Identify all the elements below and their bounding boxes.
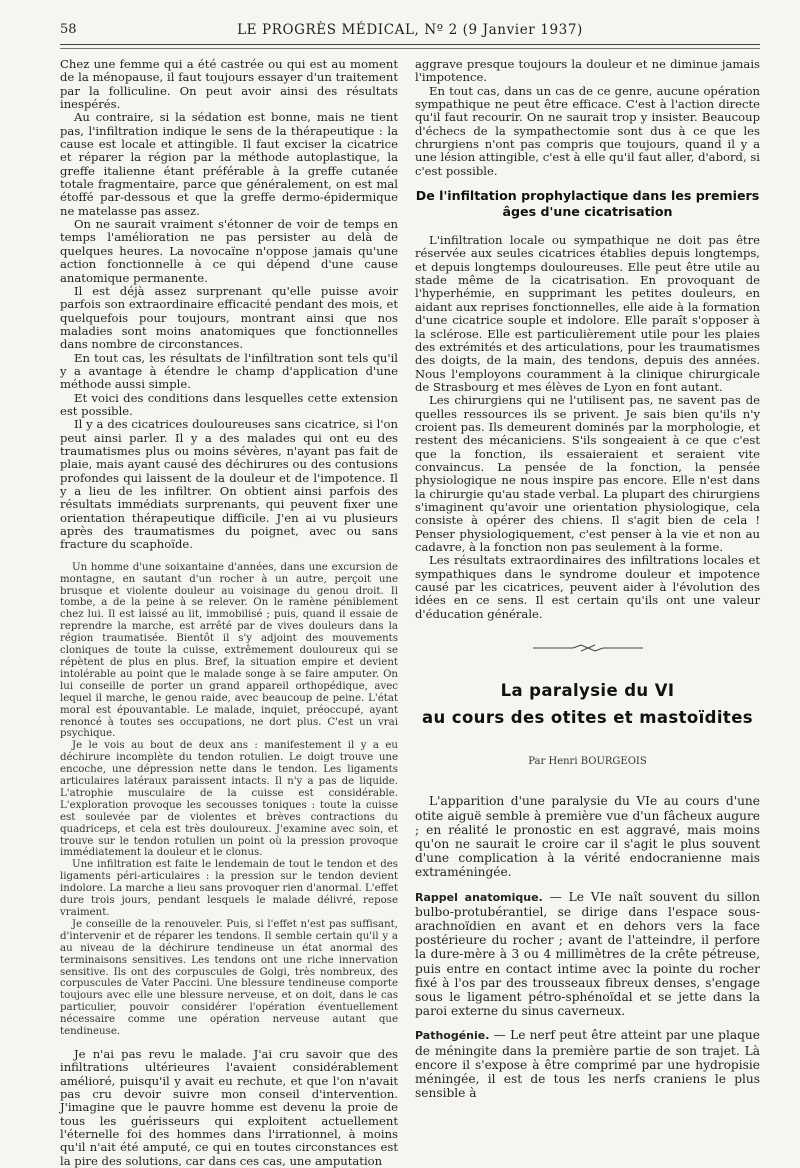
pathogenie-text: — Le nerf peut être atteint par une plaque de méningite dans la première partie de son trajet. Là encore il s'expose à être comprimé par une hydropisie méningée, il est de tous les nerfs craniens le plus sensible à bbox=[415, 1028, 760, 1101]
rappel-paragraph bbox=[415, 890, 760, 1019]
paragraph: aggrave presque toujours la douleur et ne diminue jamais l'impotence. bbox=[415, 57, 760, 85]
case-paragraph: Un homme d'une soixantaine d'années, dans une excursion de montagne, en sautant d'un rocher à un autre, perçoit une brusque et violente douleur au voisinage du genou droit. Il tombe, a de la peine à se relever. On le ramène péniblement chez lui. Il est laissé au lit, immobilisé ; puis, quand il essaie de reprendre la marche, est arrêté par de vives douleurs dans la région traumatisée. Bientôt il s'y adjoint des mouvements cloniques de toute la cuisse, extrêmement douloureux qui se répètent de plus en plus. Bref, la situation empire et devient intolérable au point que le malade songe à se faire amputer. On lui conseille de porter un grand appareil orthopédique, avec lequel il marche, le genou raide, avec beaucoup de peine. L'état moral est épouvantable. Le malade, inquiet, préoccupé, ayant renoncé à toutes ses occupations, ne dort plus. C'est un vrai psychique. bbox=[60, 561, 398, 740]
spacer bbox=[60, 552, 398, 562]
rappel-label: Rappel anatomique. bbox=[415, 890, 543, 904]
section-heading: De l'infiltation prophylactique dans les premiers âges d'une cicatrisation bbox=[415, 188, 760, 220]
article-title-line2: au cours des otites et mastoïdites bbox=[421, 708, 754, 728]
case-paragraph: Je le vois au bout de deux ans : manifestement il y a eu déchirure incomplète du tendon rotulien. Le doigt trouve une encoche, une dépression nette dans le tendon. Les ligaments articulaires latéraux paraissent intacts. Il n'y a pas de liquide. L'atrophie musculaire de la cuisse est considérable. L'exploration provoque les secousses toniques : toute la cuisse est soulevée par de violentes et brèves contractions du quadriceps, et cela est très douloureux. J'examine avec soin, et trouve sur le tendon rotulien un point où la pression provoque immédiatement la douleur et le clonus. bbox=[60, 740, 398, 859]
flourish-icon bbox=[533, 643, 643, 653]
header-rule-thin bbox=[60, 48, 760, 49]
paragraph: On ne saurait vraiment s'étonner de voir de temps en temps l'amélioration ne pas persister au delà de quelques heures. La novocaïne n'oppose jamais qu'une action fonctionnelle à ce qui dépend d'une cause anatomique permanente. bbox=[60, 217, 398, 285]
ornament-divider bbox=[415, 643, 760, 653]
pathogenie-label: Pathogénie. bbox=[415, 1029, 490, 1043]
paragraph: Les résultats extraordinaires des infiltrations locales et sympathiques dans le syndrome douleur et impotence causé par les cicatrices, peuvent aider à l'évolution des idées en ce sens. Il est certain qu'ils ont une valeur d'éducation générale. bbox=[415, 553, 760, 621]
paragraph: En tout cas, dans un cas de ce genre, aucune opération sympathique ne peut être efficace. C'est à l'action directe qu'il faut recourir. On ne saurait trop y insister. Beaucoup d'échecs de la sympathectomie sont dus à ce que les chrurgiens n'ont pas compris que toujours, quand il y a une lésion attingible, c'est à elle qu'il faut aller, d'abord, si c'est possible. bbox=[415, 83, 760, 178]
case-report bbox=[60, 562, 398, 1038]
rappel-text: — Le VIe naît souvent du sillon bulbo-protubérantiel, se dirige dans l'espace sous-arachnoïdien en avant et en dehors vers la face postérieure du rocher ; avant de l'atteindre, il perfore la dure-mère à 3 ou 4 millimètres de la crête pétreuse, puis entre en contact intime avec la pointe du rocher fixé à l'os par des trousseaux fibreux denses, s'engage sous le ligament pétro-sphénoïdal et se jette dans la paroi externe du sinus caverneux. bbox=[415, 889, 760, 1019]
paragraph: En tout cas, les résultats de l'infiltration sont tels qu'il y a avantage à étendre le champ d'application d'une méthode aussi simple. bbox=[60, 350, 398, 392]
paragraph: Et voici des conditions dans lesquelles cette extension est possible. bbox=[60, 390, 398, 418]
paragraph: L'apparition d'une paralysie du VIe au cours d'une otite aiguë semble à première vue d'un fâcheux augure ; en réalité le pronostic en est aggravé, mais moins qu'on ne saurait le croire car il s'agit le plus souvent d'une complication à la vérité endocranienne mais extraméningée. bbox=[415, 794, 760, 880]
spacer bbox=[415, 880, 760, 890]
paragraph: Les chirurgiens qui ne l'utilisent pas, ne savent pas de quelles ressources ils se privent. Je sais bien qu'ils n'y croient pas. Ils demeurent dominés par la morphologie, et restent des mécaniciens. S'ils songeaient à ce que c'est que la fonction, ils essaieraient et seraient vite convaincus. La pensée de la fonction, la pensée physiologique ne nous inspire pas encore. Elle n'est dans la chirurgie qu'au stade verbal. La plupart des chirurgiens s'imaginent qu'avoir une orientation physiologique, cela consiste à opérer des chiens. Il s'agit bien de cela ! Penser physiologiquement, c'est penser à la vie et non au cadavre, à la fonction non pas seulement à la forme. bbox=[415, 393, 760, 554]
article-body bbox=[415, 794, 760, 1100]
paragraph: Chez une femme qui a été castrée ou qui est au moment de la ménopause, il faut toujours essayer d'un traitement par la folliculine. On peut avoir ainsi des résultats inespérés. bbox=[60, 57, 398, 112]
article-title-line1: La paralysie du VI bbox=[500, 681, 675, 701]
pathogenie-paragraph bbox=[415, 1028, 760, 1100]
running-title: LE PROGRÈS MÉDICAL, Nº 2 (9 Janvier 1937) bbox=[237, 22, 583, 38]
page-number: 58 bbox=[60, 22, 77, 37]
paragraph: Je n'ai pas revu le malade. J'ai cru savoir que des infiltrations ultérieures l'avaient considérablement amélioré, puisqu'il y avait eu rechute, et que l'on n'avait pas cru devoir suivre mon conseil d'intervention. J'imagine que le pauvre homme est devenu la proie de tous les guérisseurs qui exploitent actuellement l'éternelle foi des hommes dans l'irrationnel, à moins qu'il n'ait été amputé, ce qui en toutes circonstances est la pire des solutions, car dans ces cas, une amputation bbox=[60, 1046, 398, 1168]
byline: Par Henri BOURGEOIS bbox=[528, 756, 647, 768]
article-title bbox=[415, 677, 760, 731]
header-rule bbox=[60, 44, 760, 45]
paragraph: L'infiltration locale ou sympathique ne doit pas être réservée aux seules cicatrices établies depuis longtemps, et depuis longtemps douloureuses. Elle peut être utile au stade même de la cicatrisation. En provoquant de l'hyperhémie, en supprimant les petites douleurs, en aidant aux reprises fonctionnelles, elle aide à la formation d'une cicatrice souple et indolore. Elle paraît s'opposer à la sclérose. Elle est particulièrement utile pour les plaies des extrémités et des articulations, pour les traumatismes des doigts, de la main, des tendons, depuis des années. Nous l'employons couramment à la clinique chirurgicale de Strasbourg et mes élèves de Lyon en font autant. bbox=[415, 233, 760, 394]
right-column bbox=[415, 57, 760, 1101]
case-paragraph: Je conseille de la renouveler. Puis, si l'effet n'est pas suffisant, d'intervenir et de réparer les tendons. Il semble certain qu'il y a au niveau de la déchirure tendineuse un état anormal des terminaisons sensitives. Les tendons ont une riche innervation sensitive. Ils ont des corpuscules de Golgi, très nombreux, des corpuscules de Vater Paccini. Une blessure tendineuse comporte toujours avec elle une blessure nerveuse, et on doit, dans le cas particulier, pouvoir considérer l'opération éventuellement nécessaire comme une opération nerveuse autant que tendineuse. bbox=[60, 918, 398, 1038]
page-header bbox=[60, 22, 760, 40]
left-column bbox=[60, 57, 398, 1168]
paragraph: Au contraire, si la sédation est bonne, mais ne tient pas, l'infiltration indique le sens de la thérapeutique : la cause est locale et attingible. Il faut exciser la cicatrice et réparer la région par la méthode autoplastique, la greffe italienne étant préférable à la greffe cutanée totale fragmentaire, parce que généralement, on est mal étoffé par-dessous et que la greffe dermo-épidermique ne matelasse pas assez. bbox=[60, 110, 398, 218]
paragraph: Il y a des cicatrices douloureuses sans cicatrice, si l'on peut ainsi parler. Il y a des malades qui ont eu des traumatismes plus ou moins sévères, n'ayant pas fait de plaie, mais ayant causé des déchirures ou des contusions profondes qui laissent de la douleur et de l'impotence. Il y a lieu de les infiltrer. On obtient ainsi parfois des résultats immédiats surprenants, qui peuvent fixer une orientation thérapeutique difficile. J'en ai vu plusieurs après des traumatismes du poignet, avec ou sans fracture du scaphoïde. bbox=[60, 417, 398, 552]
case-paragraph: Une infiltration est faite le lendemain de tout le tendon et des ligaments péri-articulaires : la pression sur le tendon devient indolore. La marche a lieu sans provoquer rien d'anormal. L'effet dure trois jours, pendant lesquels le malade délivré, repose vraiment. bbox=[60, 859, 398, 918]
spacer bbox=[415, 1018, 760, 1028]
paragraph: Il est déjà assez surprenant qu'elle puisse avoir parfois son extraordinaire efficacité pendant des mois, et quelquefois pour toujours, montrant ainsi que nos maladies sont moins anatomiques que fonctionnelles dans nombre de circonstances. bbox=[60, 283, 398, 352]
